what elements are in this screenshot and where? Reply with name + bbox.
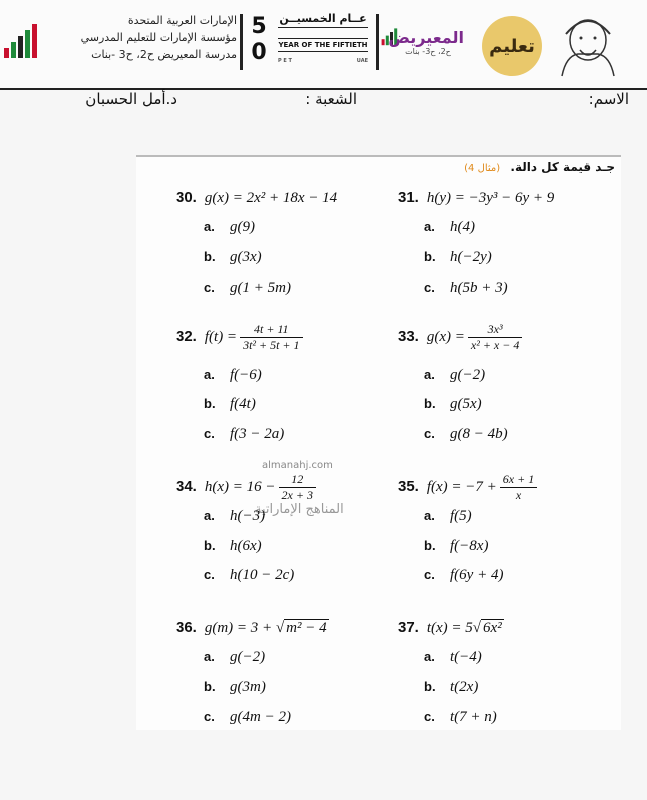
problem-function-lhs: f(t) = <box>204 328 238 345</box>
part-expr: g(−2) <box>230 649 266 665</box>
problem-function-lhs: t(x) = 5 <box>426 620 473 636</box>
part-label: b. <box>424 249 436 264</box>
sqrt-radicand: m² − 4 <box>286 620 327 636</box>
problem-34-part-c <box>204 567 294 584</box>
org-line-foundation: مؤسسة الإمارات للتعليم المدرسي <box>80 31 237 44</box>
problem-function: h(y) = −3y³ − 6y + 9 <box>426 190 555 206</box>
problem-32-part-c <box>204 426 284 443</box>
problem-function: g(x) = 2x² + 18x − 14 <box>204 190 338 206</box>
problem-36-part-b <box>204 679 266 696</box>
year-fifty-logo <box>250 14 268 72</box>
taleem-logo <box>482 16 542 76</box>
part-expr: t(2x) <box>450 679 479 695</box>
problem-fraction <box>279 472 316 503</box>
part-label: b. <box>204 679 216 694</box>
problem-function-lhs: g(m) = 3 + <box>204 620 273 636</box>
part-label: b. <box>204 249 216 264</box>
part-label: c. <box>424 280 435 295</box>
fraction-denominator: 2x + 3 <box>281 488 313 502</box>
problem-fraction <box>500 472 537 503</box>
part-expr: h(−2y) <box>450 249 492 265</box>
part-expr: h(4) <box>450 219 475 235</box>
part-label: b. <box>204 538 216 553</box>
year-small-right: UAE <box>356 58 368 64</box>
problem-function-lhs: g(x) = <box>426 328 465 345</box>
problem-35-part-a <box>424 508 472 525</box>
problem-33-part-b <box>424 396 482 413</box>
school-logo <box>388 28 464 56</box>
problem-number: 35. <box>398 477 419 495</box>
fraction-denominator: x² + x − 4 <box>470 338 520 352</box>
class-label: الشعبة : <box>305 90 357 108</box>
sqrt-icon: √ <box>275 620 285 636</box>
problem-32-part-a <box>204 367 262 384</box>
problem-35-part-c <box>424 567 503 584</box>
part-label: b. <box>204 396 216 411</box>
part-label: a. <box>204 219 215 234</box>
part-expr: h(6x) <box>230 538 262 554</box>
problem-36 <box>176 619 329 637</box>
school-logo-text: المعيريض <box>388 28 464 47</box>
part-label: a. <box>424 649 435 664</box>
year-english-text: YEAR OF THE FIFTIETH <box>278 38 368 52</box>
instruction-example: (مثال 4) <box>464 163 501 174</box>
part-label: a. <box>424 219 435 234</box>
part-label: b. <box>424 538 436 553</box>
problem-number: 36. <box>176 619 197 636</box>
problem-33-part-a <box>424 367 485 384</box>
school-logo-sub: ح2، ح3- بنات <box>405 47 451 56</box>
part-expr: h(−3) <box>230 508 266 524</box>
problem-fraction <box>240 322 302 353</box>
problem-number: 33. <box>398 327 419 345</box>
problem-35-part-b <box>424 538 488 555</box>
problem-34 <box>176 472 319 503</box>
part-expr: h(5b + 3) <box>450 280 508 296</box>
problem-37-part-b <box>424 679 478 696</box>
teacher-name: د.أمل الحسبان <box>85 90 177 108</box>
problem-30-part-c <box>204 280 291 297</box>
part-label: c. <box>204 567 215 582</box>
part-label: a. <box>204 649 215 664</box>
part-expr: f(−8x) <box>450 538 489 554</box>
problem-37 <box>398 619 504 637</box>
problem-30-part-a <box>204 219 255 236</box>
instruction-main: جـد قيمة كل دالة. <box>510 160 615 174</box>
problem-30-part-b <box>204 249 262 266</box>
watermark-site-arabic: المناهج الإماراتية <box>255 502 344 517</box>
part-label: c. <box>204 709 215 724</box>
problem-32-part-b <box>204 396 256 413</box>
year-of-fiftieth-logo <box>278 10 368 72</box>
problem-number: 37. <box>398 619 419 636</box>
problem-35 <box>398 472 540 503</box>
part-label: a. <box>204 367 215 382</box>
part-label: a. <box>424 367 435 382</box>
fifty-digit-zero: 0 <box>251 40 267 65</box>
part-expr: g(1 + 5m) <box>230 280 291 296</box>
problem-33 <box>398 322 525 353</box>
part-label: c. <box>424 426 435 441</box>
part-label: a. <box>204 508 215 523</box>
sheet-top-rule <box>136 155 621 157</box>
header-divider-2 <box>376 14 379 70</box>
problem-33-part-c <box>424 426 508 443</box>
part-expr: f(5) <box>450 508 472 524</box>
part-label: a. <box>424 508 435 523</box>
part-expr: g(−2) <box>450 367 486 383</box>
problem-30 <box>176 189 337 207</box>
problem-number: 31. <box>398 189 419 206</box>
part-label: b. <box>424 679 436 694</box>
part-expr: f(4t) <box>230 396 256 412</box>
fifty-digit-five: 5 <box>251 14 267 39</box>
part-expr: t(7 + n) <box>450 709 497 725</box>
problem-32 <box>176 322 306 353</box>
problem-36-part-c <box>204 709 291 726</box>
part-label: c. <box>204 280 215 295</box>
instruction-text <box>464 160 615 174</box>
fraction-denominator: 3t² + 5t + 1 <box>243 338 300 352</box>
org-line-school: مدرسة المعيريض ح2، ح3 -بنات <box>91 48 237 61</box>
problem-number: 34. <box>176 477 197 495</box>
watermark-site: almanahj.com <box>262 460 333 471</box>
part-expr: f(6y + 4) <box>450 567 504 583</box>
taleem-logo-text: تعليم <box>489 35 535 57</box>
problem-37-part-c <box>424 709 497 726</box>
fraction-numerator: 6x + 1 <box>500 472 537 488</box>
problem-34-part-b <box>204 538 262 555</box>
problem-31 <box>398 189 554 207</box>
part-label: b. <box>424 396 436 411</box>
uae-flag-icon <box>4 24 42 58</box>
problem-31-part-b <box>424 249 492 266</box>
part-expr: h(10 − 2c) <box>230 567 295 583</box>
problem-37-part-a <box>424 649 482 666</box>
problem-number: 30. <box>176 189 197 206</box>
problem-function-lhs: f(x) = −7 + <box>426 478 497 495</box>
worksheet-header <box>0 0 647 90</box>
part-expr: g(3x) <box>230 249 262 265</box>
part-expr: t(−4) <box>450 649 482 665</box>
name-label: الاسم: <box>588 90 629 108</box>
fraction-numerator: 12 <box>279 472 316 488</box>
part-expr: g(3m) <box>230 679 266 695</box>
part-label: c. <box>424 709 435 724</box>
sqrt-icon: √ <box>472 620 482 636</box>
part-label: c. <box>204 426 215 441</box>
year-arabic-text: عــام الخمسيــن <box>278 12 368 28</box>
fraction-denominator: x <box>515 488 522 502</box>
part-label: c. <box>424 567 435 582</box>
fraction-numerator: 4t + 11 <box>240 322 302 338</box>
problem-function-lhs: h(x) = 16 − <box>204 478 276 495</box>
sqrt-radicand: 6x² <box>483 620 502 636</box>
problem-36-part-a <box>204 649 265 666</box>
part-expr: g(4m − 2) <box>230 709 291 725</box>
part-expr: f(−6) <box>230 367 262 383</box>
organization-block <box>81 12 237 63</box>
problem-31-part-a <box>424 219 475 236</box>
part-expr: f(3 − 2a) <box>230 426 285 442</box>
header-divider <box>240 14 243 70</box>
problem-34-part-a <box>204 508 265 525</box>
org-line-country: الإمارات العربية المتحدة <box>127 14 237 27</box>
problem-fraction <box>468 322 522 353</box>
problem-31-part-c <box>424 280 508 297</box>
problem-number: 32. <box>176 327 197 345</box>
year-small-left: P E T <box>278 58 292 64</box>
part-expr: g(9) <box>230 219 255 235</box>
part-expr: g(5x) <box>450 396 482 412</box>
fraction-numerator: 3x³ <box>468 322 522 338</box>
student-info-line <box>0 90 647 114</box>
part-expr: g(8 − 4b) <box>450 426 508 442</box>
portrait-icon <box>552 10 624 78</box>
